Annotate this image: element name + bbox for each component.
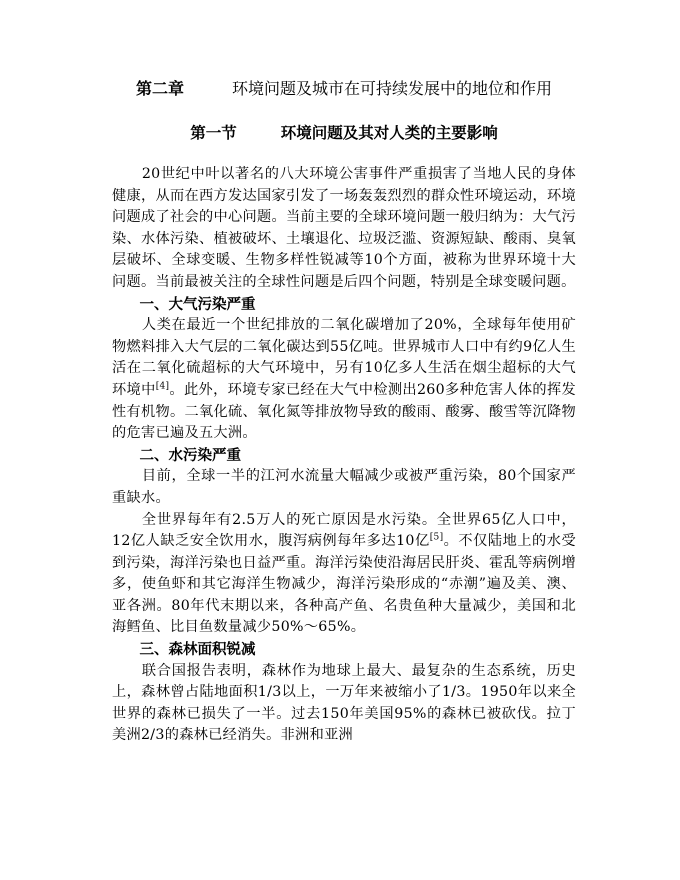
water-pollution-heading: 二、水污染严重 — [139, 446, 242, 464]
chapter-number: 第二章 — [135, 79, 184, 98]
forest-heading: 三、森林面积锐减 — [139, 641, 256, 659]
water-pollution-paragraph-2 — [112, 510, 576, 640]
forest-paragraph: 联合国报告表明，森林作为地球上最大、最复杂的生态系统，历史上，森林曾占陆地面积1/3以上，一万年来被缩小了1/3。1950年以来全世界的森林已损失了一半。过去150年美国95%的森林已被砍伐。拉丁美洲2/3的森林已经消失。非洲和亚洲 — [112, 662, 576, 744]
chapter-title — [112, 78, 576, 100]
air-pollution-heading: 一、大气污染严重 — [139, 295, 256, 313]
chapter-title-text: 环境问题及城市在可持续发展中的地位和作用 — [232, 79, 553, 98]
water-pollution-paragraph-1: 目前，全球一半的江河水流量大幅减少或被严重污染，80个国家严重缺水。 — [112, 468, 576, 506]
intro-paragraph: 20世纪中叶以著名的八大环境公害事件严重损害了当地人民的身体健康，从而在西方发达国家引发了一场轰轰烈烈的群众性环境运动，环境问题成了社会的中心问题。当前主要的全球环境问题一般归纳为：大气污染、水体污染、植被破坏、土壤退化、垃圾泛滥、资源短缺、酸雨、臭氧层破坏、全球变暖、生物多样性锐减等10个方面，被称为世界环境十大问题。当前最被关注的全球性问题是后四个问题，特别是全球变暖问题。 — [112, 166, 576, 290]
air-text-part-1: 人类在最近一个世纪排放的二氧化碳增加了20%，全球每年使用矿物燃料排入大气层的二氧化碳达到55亿吨。世界城市人口中有约9亿人生活在二氧化硫超标的大气环境中，另有10亿多人生活在烟尘超标的大气环境中 — [112, 317, 576, 398]
section-number: 第一节 — [190, 123, 237, 142]
citation-4: [4] — [155, 381, 170, 392]
section-title — [112, 122, 576, 144]
water-text-part-2: 。不仅陆地上的水受到污染，海洋污染也日益严重。海洋污染使沿海居民肝炎、霍乱等病例增多，使鱼虾和其它海洋生物减少，海洋污染形成的“赤潮”遍及美、澳、亚各洲。80年代末期以来，各种高产鱼、名贵鱼种大量减少，美国和北海鳕鱼、比目鱼数量减少50%～65%。 — [112, 533, 576, 636]
air-pollution-paragraph — [112, 315, 576, 445]
section-title-text: 环境问题及其对人类的主要影响 — [280, 123, 498, 142]
air-text-part-2: 。此外，环境专家已经在大气中检测出260多种危害人体的挥发性有机物。二氧化硫、氧化氮等排放物导致的酸雨、酸雾、酸雪等沉降物的危害已遍及五大洲。 — [112, 381, 576, 442]
water-text-part-1: 全世界每年有2.5万人的死亡原因是水污染。全世界65亿人口中，12亿人缺乏安全饮用水，腹泻病例每年多达10亿 — [112, 511, 576, 550]
citation-5: [5] — [429, 532, 444, 543]
